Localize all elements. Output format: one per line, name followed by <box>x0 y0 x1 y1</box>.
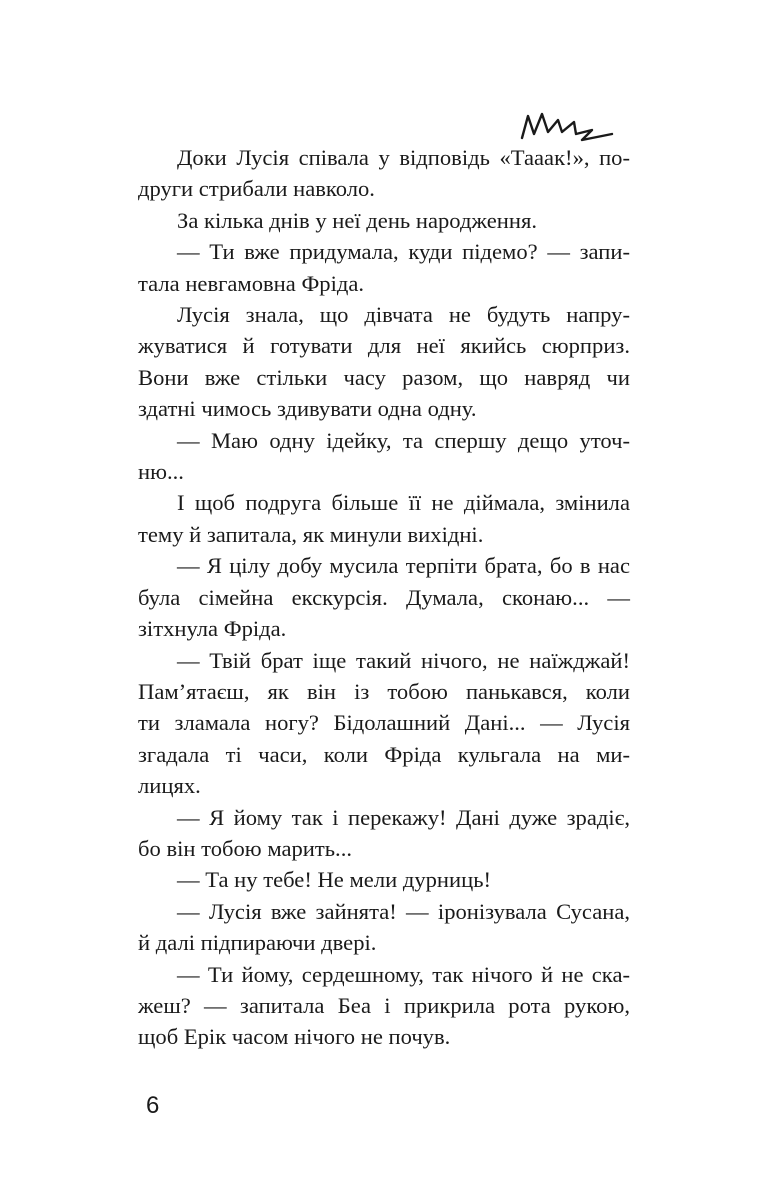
paragraph <box>138 236 630 299</box>
text-line: За кілька днів у неї день народження. <box>177 207 537 233</box>
text-line: ти зламала ногу? Бідолашний Дані... — Лусія <box>138 710 630 736</box>
text-line: — Я цілу добу мусила терпіти брата, бо в нас <box>177 553 630 579</box>
text-line: тему й запитала, як минули вихідні. <box>138 521 484 547</box>
text-line: — Лусія вже зайнята! — іронізувала Сусана, <box>177 898 630 924</box>
text-line: — Ти вже придумала, куди підемо? — запи- <box>177 239 630 265</box>
text-line: — Твій брат іще такий нічого, не наїжджай! <box>177 647 630 673</box>
paragraph <box>138 896 630 959</box>
text-line: Доки Лусія співала у відповідь «Тааак!», по- <box>177 145 630 170</box>
text-line: здатні чимось здивувати одна одну. <box>138 396 477 422</box>
paragraph <box>138 645 630 802</box>
paragraph <box>138 864 630 895</box>
text-line: Пам’ятаєш, як він із тобою панькався, коли <box>138 678 630 704</box>
paragraph <box>138 299 630 425</box>
paragraph <box>138 487 630 550</box>
paragraph <box>138 205 630 236</box>
text-line: Вони вже стільки часу разом, що навряд чи <box>138 364 630 390</box>
text-line: тала невгамовна Фріда. <box>138 270 365 296</box>
text-line: бо він тобою марить... <box>138 835 353 861</box>
text-line: І щоб подруга більше її не діймала, змінила <box>177 490 630 516</box>
text-line: Лусія знала, що дівчата не будуть напру- <box>177 302 630 328</box>
page-number: 6 <box>146 1092 160 1119</box>
body-text <box>138 142 630 1053</box>
paragraph <box>138 959 630 1053</box>
text-line: — Я йому так і перекажу! Дані дуже зрадіє, <box>177 804 630 830</box>
paragraph <box>138 425 630 488</box>
text-line: жуватися й готувати для неї якийсь сюрприз. <box>138 333 630 359</box>
text-line: згадала ті часи, коли Фріда кульгала на ми- <box>138 741 630 767</box>
text-line: — Ти йому, сердешному, так нічого й не ска- <box>177 961 630 987</box>
text-line: й далі підпираючи двері. <box>138 930 377 956</box>
text-line: лицях. <box>138 773 201 799</box>
text-line: — Маю одну ідейку, та спершу дещо уточ- <box>177 427 630 453</box>
text-line: жеш? — запитала Беа і прикрила рота рукою, <box>138 992 630 1018</box>
text-line: зітхнула Фріда. <box>138 616 287 642</box>
text-line: була сімейна екскурсія. Думала, сконаю... — <box>138 584 630 610</box>
text-line: ню... <box>138 459 184 485</box>
text-line: щоб Ерік часом нічого не почув. <box>138 1024 451 1050</box>
text-line: други стрибали навколо. <box>138 176 375 202</box>
paragraph <box>138 550 630 644</box>
paragraph <box>138 802 630 865</box>
paragraph <box>138 142 630 205</box>
text-line: — Та ну тебе! Не мели дурниць! <box>177 867 492 893</box>
